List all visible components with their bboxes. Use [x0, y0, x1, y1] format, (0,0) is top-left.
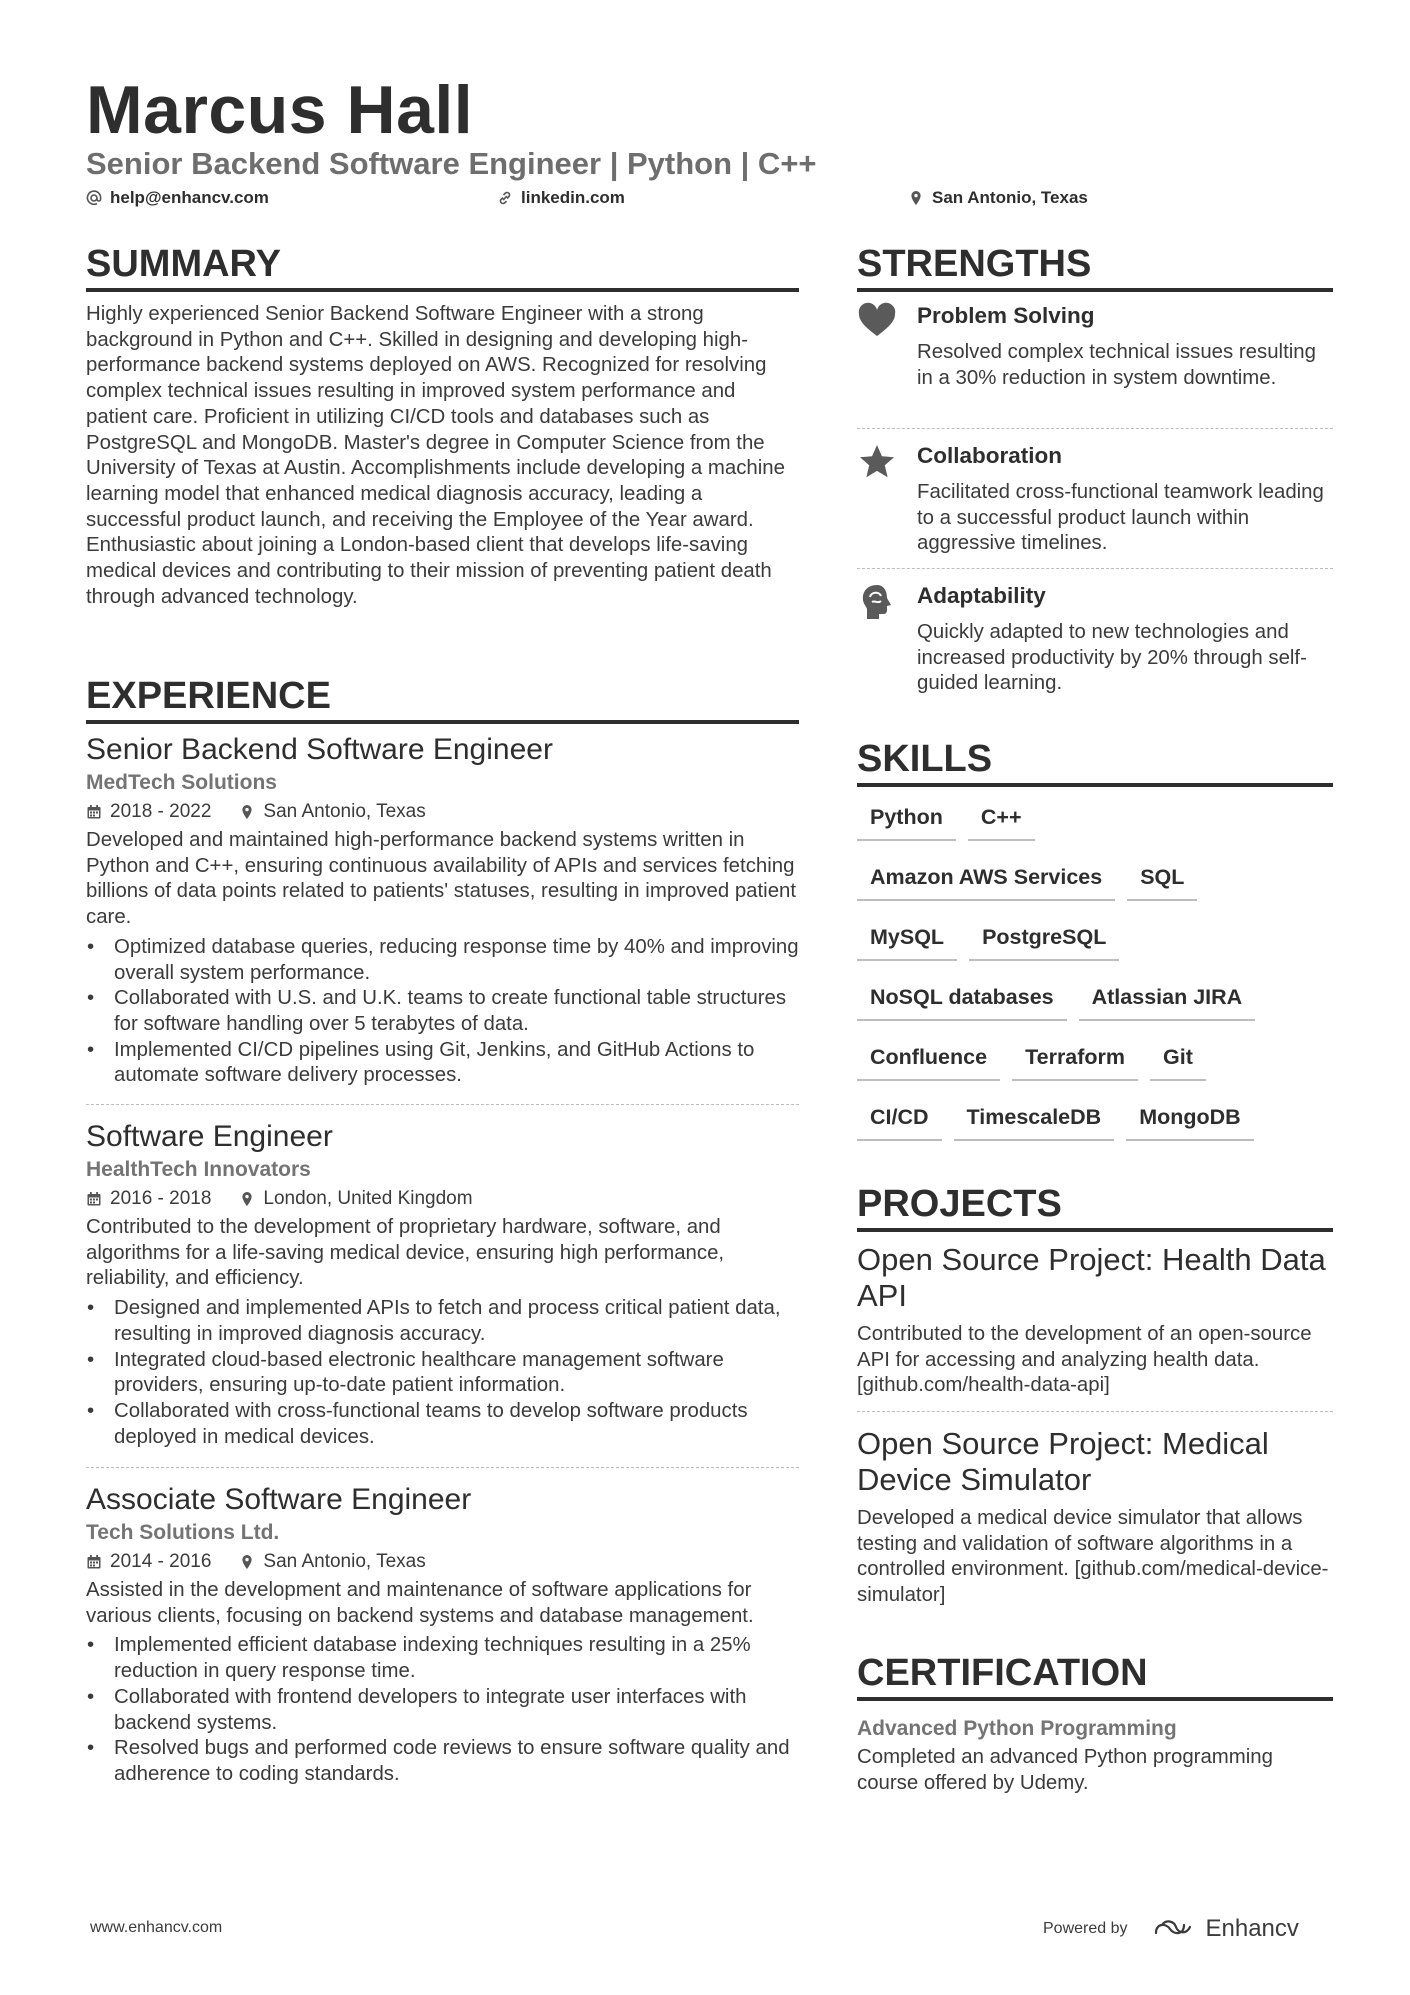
at-icon — [86, 190, 102, 206]
job-bullet: • Designed and implemented APIs to fetch and process critical patient data, resulting in improved diagnosis accuracy. — [86, 1296, 799, 1347]
skills-row — [857, 803, 1035, 841]
skills-row — [857, 923, 1119, 961]
skill-tag: NoSQL databases — [857, 983, 1067, 1021]
strength-title: Collaboration — [917, 443, 1062, 468]
skill-tag: Python — [857, 803, 956, 841]
summary-heading: SUMMARY — [86, 242, 799, 292]
enhancv-logo-icon — [1152, 1917, 1196, 1941]
strength-title: Problem Solving — [917, 303, 1095, 328]
certification-title: Advanced Python Programming — [857, 1717, 1177, 1740]
star-icon — [857, 442, 897, 482]
job-entry-3 — [86, 1482, 799, 1788]
skills-row — [857, 1103, 1254, 1141]
footer-powered-by[interactable] — [1043, 1915, 1299, 1943]
job-bullets — [86, 1296, 799, 1450]
contact-email[interactable] — [86, 188, 269, 208]
contact-linkedin[interactable] — [497, 188, 625, 208]
strength-desc: Facilitated cross-functional teamwork leading to a successful product launch within aggressive timelines. — [917, 481, 1324, 555]
location-pin-icon — [239, 804, 255, 820]
strength-item — [857, 442, 1333, 554]
skill-tag: Atlassian JIRA — [1079, 983, 1256, 1021]
divider — [86, 1104, 799, 1105]
skill-tag: Terraform — [1012, 1043, 1138, 1081]
certification-desc: Completed an advanced Python programming course offered by Udemy. — [857, 1746, 1273, 1794]
brain-head-icon — [857, 582, 897, 622]
candidate-title: Senior Backend Software Engineer | Python | C++ — [86, 146, 817, 181]
job-entry-1 — [86, 732, 799, 1089]
skill-tag: PostgreSQL — [969, 923, 1119, 961]
contact-location-text: San Antonio, Texas — [932, 188, 1088, 207]
powered-by-label: Powered by — [1043, 1920, 1128, 1937]
contact-email-text: help@enhancv.com — [110, 188, 269, 207]
contact-linkedin-text: linkedin.com — [521, 188, 625, 207]
skill-tag: Amazon AWS Services — [857, 863, 1115, 901]
location-pin-icon — [908, 190, 924, 206]
job-company: Tech Solutions Ltd. — [86, 1521, 280, 1544]
job-meta — [86, 1186, 799, 1212]
divider — [86, 1467, 799, 1468]
job-location: San Antonio, Texas — [263, 1551, 426, 1572]
skill-tag: CI/CD — [857, 1103, 942, 1141]
strength-title: Adaptability — [917, 583, 1046, 608]
job-bullet: • Optimized database queries, reducing response time by 40% and improving overall system performance. — [86, 935, 799, 986]
projects-heading: PROJECTS — [857, 1182, 1333, 1232]
summary-text: Highly experienced Senior Backend Software Engineer with a strong background in Python and C++. Skilled in designing and developing high-performance backend systems deployed on AWS. Recognized for resolving complex technical issues resulting in improved system performance and patient care. Proficient in utilizing CI/CD tools and databases such as PostgreSQL and MongoDB. Master's degree in Computer Science from the University of Texas at Austin. Accomplishments include developing a machine learning model that enhanced medical diagnosis accuracy, leading a successful product launch, and receiving the Employee of the Year award. Enthusiastic about joining a London-based client that develops life-saving medical devices and contributing to their mission of preventing patient death through advanced technology. — [86, 303, 785, 608]
job-description: Developed and maintained high-performance backend systems written in Python and C++, ensuring continuous availability of APIs and services fetching billions of data points related to patients' statuses, resulting in improved patient care. — [86, 829, 797, 929]
job-bullets — [86, 1633, 799, 1787]
job-description: Contributed to the development of proprietary hardware, software, and algorithms for a life-saving medical device, ensuring high performance, reliability, and efficiency. — [86, 1216, 725, 1290]
skill-tag: Confluence — [857, 1043, 1000, 1081]
strength-desc: Resolved complex technical issues resulting in a 30% reduction in system downtime. — [917, 341, 1316, 389]
job-bullet: • Implemented CI/CD pipelines using Git, Jenkins, and GitHub Actions to automate software delivery processes. — [86, 1038, 799, 1089]
project-item — [857, 1426, 1333, 1609]
project-desc: Contributed to the development of an open-source API for accessing and analyzing health data. [github.com/health-data-api] — [857, 1323, 1312, 1397]
skills-row — [857, 983, 1255, 1021]
contact-location — [908, 188, 1088, 208]
job-company: HealthTech Innovators — [86, 1158, 311, 1181]
job-meta — [86, 1549, 799, 1575]
job-dates: 2018 - 2022 — [110, 801, 212, 822]
location-pin-icon — [239, 1554, 255, 1570]
skills-row — [857, 863, 1197, 901]
skill-tag: C++ — [968, 803, 1035, 841]
skill-tag: SQL — [1127, 863, 1197, 901]
calendar-icon — [86, 1554, 102, 1570]
skill-tag: MongoDB — [1126, 1103, 1254, 1141]
job-bullet: • Implemented efficient database indexing techniques resulting in a 25% reduction in query response time. — [86, 1633, 799, 1684]
project-desc: Developed a medical device simulator that allows testing and validation of software algorithms in a controlled environment. [github.com/medical-device-simulator] — [857, 1507, 1329, 1607]
calendar-icon — [86, 804, 102, 820]
job-dates: 2014 - 2016 — [110, 1551, 212, 1572]
project-title: Open Source Project: Health Data API — [857, 1242, 1326, 1313]
skill-tag: TimescaleDB — [954, 1103, 1115, 1141]
certification-heading: CERTIFICATION — [857, 1651, 1333, 1701]
enhancv-brand: Enhancv — [1205, 1915, 1299, 1942]
job-description: Assisted in the development and maintenance of software applications for various clients, focusing on backend systems and database management. — [86, 1579, 754, 1627]
skill-tag: Git — [1150, 1043, 1206, 1081]
strength-item — [857, 302, 1333, 414]
divider — [857, 428, 1333, 429]
job-location: San Antonio, Texas — [263, 801, 426, 822]
strength-desc: Quickly adapted to new technologies and increased productivity by 20% through self-guided learning. — [917, 621, 1307, 695]
heart-icon — [857, 302, 897, 342]
skill-tag: MySQL — [857, 923, 957, 961]
job-title: Senior Backend Software Engineer — [86, 733, 553, 766]
link-icon — [497, 190, 513, 206]
project-title: Open Source Project: Medical Device Simulator — [857, 1426, 1269, 1497]
job-bullet: • Collaborated with frontend developers to integrate user interfaces with backend systems. — [86, 1685, 799, 1736]
experience-heading: EXPERIENCE — [86, 674, 799, 724]
job-bullet: • Resolved bugs and performed code reviews to ensure software quality and adherence to coding standards. — [86, 1736, 799, 1787]
strengths-heading: STRENGTHS — [857, 242, 1333, 292]
divider — [857, 568, 1333, 569]
divider — [857, 1411, 1333, 1412]
job-bullets — [86, 935, 799, 1089]
job-title: Software Engineer — [86, 1120, 333, 1153]
footer-website[interactable]: www.enhancv.com — [90, 1919, 223, 1936]
job-title: Associate Software Engineer — [86, 1483, 472, 1516]
candidate-name: Marcus Hall — [86, 72, 474, 148]
skills-heading: SKILLS — [857, 737, 1333, 787]
job-bullet: • Collaborated with U.S. and U.K. teams to create functional table structures for software handling over 5 terabytes of data. — [86, 986, 799, 1037]
calendar-icon — [86, 1191, 102, 1207]
job-meta — [86, 799, 799, 825]
strength-item — [857, 582, 1333, 694]
job-bullet: • Integrated cloud-based electronic healthcare management software providers, ensuring up-to-date patient information. — [86, 1348, 799, 1399]
job-entry-2 — [86, 1119, 799, 1450]
job-dates: 2016 - 2018 — [110, 1188, 212, 1209]
job-company: MedTech Solutions — [86, 771, 277, 794]
job-bullet: • Collaborated with cross-functional teams to develop software products deployed in medical devices. — [86, 1399, 799, 1450]
job-location: London, United Kingdom — [263, 1188, 473, 1209]
skills-row — [857, 1043, 1206, 1081]
location-pin-icon — [239, 1191, 255, 1207]
project-item — [857, 1242, 1333, 1399]
